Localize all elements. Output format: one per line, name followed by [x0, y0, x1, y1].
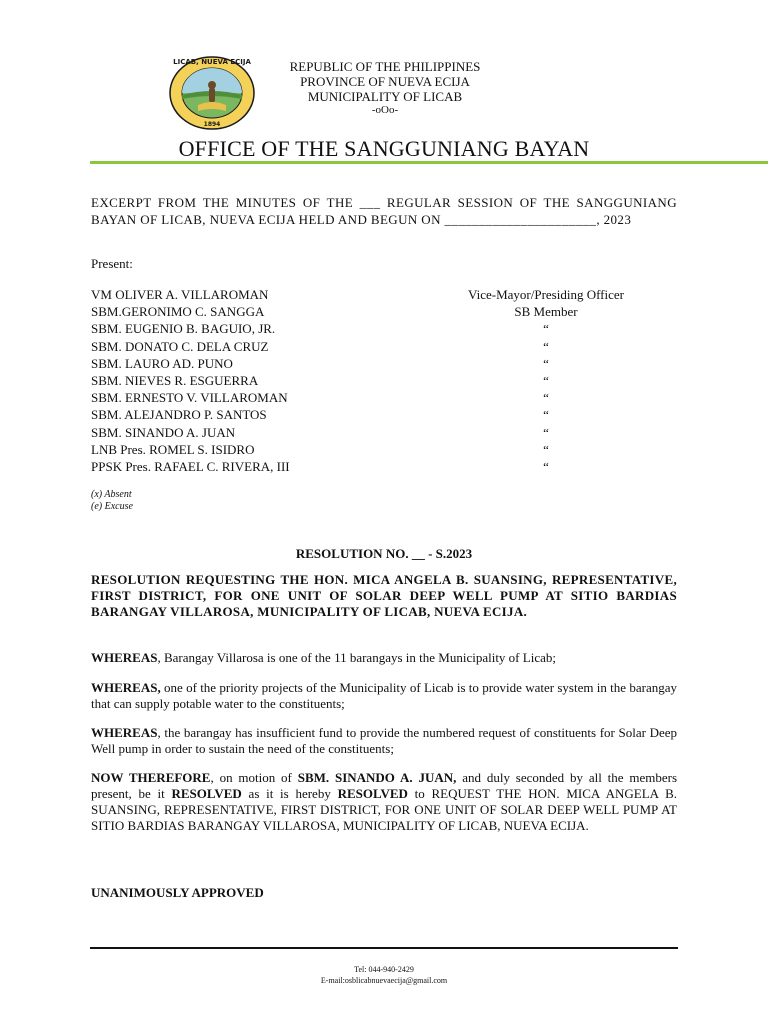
- paragraph-lead: WHEREAS: [91, 725, 158, 740]
- mover-name: SBM. SINANDO A. JUAN,: [297, 770, 457, 785]
- whereas-paragraph-1: [91, 650, 677, 666]
- svg-text:LICAB, NUEVA ECIJA: LICAB, NUEVA ECIJA: [173, 58, 251, 66]
- paragraph-text: , the barangay has insufficient fund to provide the numbered request of constituents for Solar Deep Well pump in order to sustain the need of the constituents;: [91, 725, 677, 756]
- member-position: “: [543, 321, 549, 337]
- resolution-title: RESOLUTION REQUESTING THE HON. MICA ANGELA B. SUANSING, REPRESENTATIVE, FIRST DISTRICT, FOR ONE UNIT OF SOLAR DEEP WELL PUMP AT SITIO BARDIAS BARANGAY VILLAROSA, MUNICIPALITY OF LICAB, NUEVA ECIJA.: [91, 572, 677, 619]
- member-name: VM OLIVER A. VILLAROMAN: [91, 287, 269, 302]
- resolved-keyword: RESOLVED: [171, 786, 242, 801]
- member-position: “: [543, 424, 549, 440]
- paragraph-lead: WHEREAS,: [91, 680, 161, 695]
- member-position: “: [543, 458, 549, 474]
- whereas-paragraph-3: [91, 725, 677, 757]
- member-position: SB Member: [514, 304, 578, 320]
- roster-row: [91, 441, 677, 458]
- paragraph-text: one of the priority projects of the Municipality of Licab is to provide water system in the barangay that can supply potable water to the constituents;: [91, 680, 677, 711]
- roster-row: [91, 389, 677, 406]
- member-position: Vice-Mayor/Presiding Officer: [467, 287, 624, 302]
- roster-row: [91, 372, 677, 389]
- paragraph-lead: NOW THEREFORE: [91, 770, 211, 785]
- member-name: SBM. EUGENIO B. BAGUIO, JR.: [91, 321, 276, 337]
- member-position: “: [543, 441, 549, 457]
- letterhead-line-municipality: MUNICIPALITY OF LICAB: [307, 89, 463, 104]
- header-divider: [90, 161, 768, 164]
- roster-row: [91, 286, 677, 303]
- resolving-paragraph: [91, 770, 677, 834]
- member-name: SBM.GERONIMO C. SANGGA: [91, 304, 265, 320]
- member-position: “: [543, 372, 549, 388]
- member-name: SBM. LAURO AD. PUNO: [91, 355, 233, 371]
- footer-contact: [0, 964, 768, 986]
- resolution-number: RESOLUTION NO. __ - S.2023: [295, 546, 473, 561]
- member-name: SBM. SINANDO A. JUAN: [91, 424, 236, 440]
- footer-email: E-mail:osblicabnuevaecija@gmail.com: [320, 976, 448, 985]
- member-name: SBM. ALEJANDRO P. SANTOS: [91, 407, 267, 423]
- letterhead-ornament: -oOo-: [371, 104, 399, 116]
- letterhead: [230, 59, 540, 117]
- member-position: “: [543, 407, 549, 423]
- roster-row: [91, 458, 677, 475]
- attendance-legend: [91, 489, 133, 513]
- paragraph-text: , on motion of: [210, 770, 298, 785]
- member-name: SBM. DONATO C. DELA CRUZ: [91, 338, 269, 354]
- letterhead-line-republic: REPUBLIC OF THE PHILIPPINES: [289, 59, 481, 74]
- member-name: SBM. NIEVES R. ESGUERRA: [91, 372, 259, 388]
- paragraph-text: as it is hereby: [241, 786, 338, 801]
- attendance-roster: [91, 286, 677, 475]
- roster-row: [91, 355, 677, 372]
- legend-absent: (x) Absent: [91, 489, 132, 500]
- footer-divider: [90, 947, 678, 949]
- member-position: “: [543, 390, 549, 406]
- paragraph-text: , Barangay Villarosa is one of the 11 barangays in the Municipality of Licab;: [157, 650, 556, 665]
- excerpt-heading: EXCERPT FROM THE MINUTES OF THE ___ REGULAR SESSION OF THE SANGGUNIANG BAYAN OF LICAB, NUEVA ECIJA HELD AND BEGUN ON ______________________, 2023: [91, 195, 677, 227]
- resolved-keyword: RESOLVED: [337, 786, 408, 801]
- member-name: PPSK Pres. RAFAEL C. RIVERA, III: [91, 458, 290, 474]
- legend-excuse: (e) Excuse: [91, 501, 133, 512]
- whereas-paragraph-2: [91, 680, 677, 712]
- member-name: LNB Pres. ROMEL S. ISIDRO: [91, 441, 255, 457]
- paragraph-text: to REQUEST THE HON. MICA ANGELA B. SUANSING, REPRESENTATIVE, FIRST DISTRICT, FOR ONE UNIT OF SOLAR DEEP WELL PUMP AT SITIO BARDIAS BARANGAY VILLAROSA, MUNICIPALITY OF LICAB, NUEVA ECIJA.: [91, 786, 677, 833]
- paragraph-text: and duly seconded by all the members present, be it: [91, 770, 677, 801]
- svg-text:1894: 1894: [203, 121, 221, 128]
- letterhead-line-province: PROVINCE OF NUEVA ECIJA: [300, 74, 470, 89]
- paragraph-lead: WHEREAS: [91, 650, 158, 665]
- member-name: SBM. ERNESTO V. VILLAROMAN: [91, 390, 288, 406]
- approval-status: UNANIMOUSLY APPROVED: [91, 885, 264, 900]
- office-title: OFFICE OF THE SANGGUNIANG BAYAN: [178, 136, 590, 161]
- roster-row: [91, 303, 677, 320]
- footer-telephone: Tel: 044-940-2429: [354, 965, 414, 974]
- roster-row: [91, 338, 677, 355]
- roster-row: [91, 320, 677, 337]
- roster-row: [91, 406, 677, 423]
- roster-row: [91, 424, 677, 441]
- member-position: “: [543, 355, 549, 371]
- present-label: Present:: [91, 256, 133, 271]
- member-position: “: [543, 338, 549, 354]
